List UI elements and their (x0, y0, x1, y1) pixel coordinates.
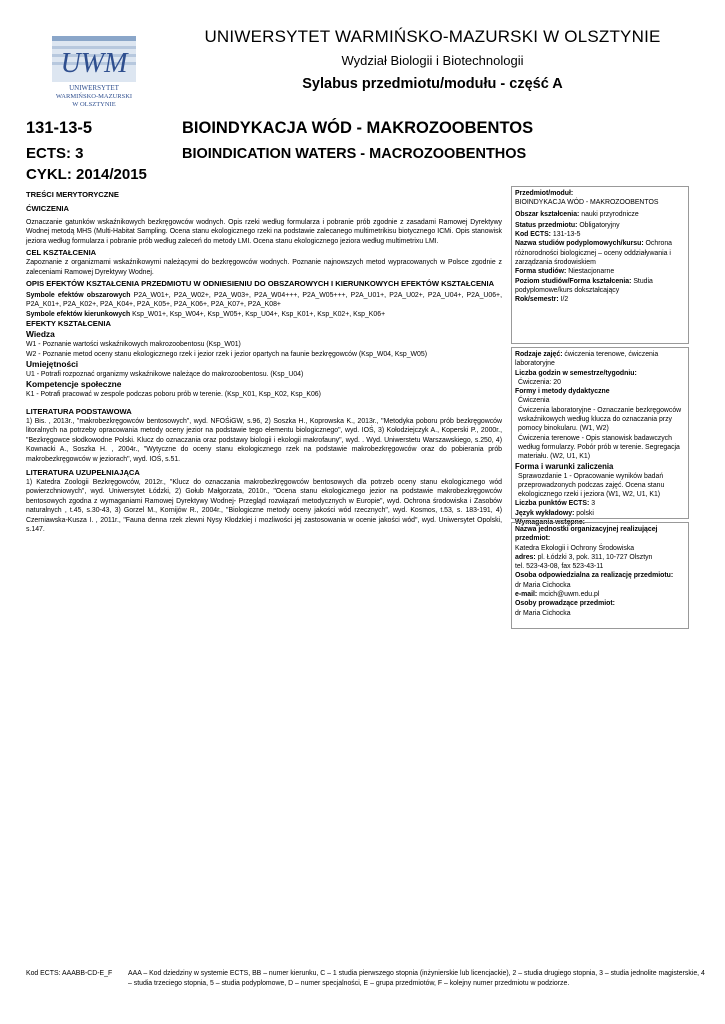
formy-label: Formy i metody dydaktyczne (515, 388, 610, 396)
zaliczenie-label: Forma i warunki zaliczenia (515, 461, 614, 471)
section-heading-lit-uzup: LITERATURA UZUPEŁNIAJĄCA (26, 467, 140, 477)
liczba-label: Liczba godzin w semestrze/tygodniu: (515, 369, 637, 377)
jednostka-label: Nazwa jednostki organizacyjnej realizującej przedmiot: (515, 526, 658, 543)
obszar-row: Obszar kształcenia: nauki przyrodnicze (515, 210, 639, 218)
forma-row: Forma studiów: Niestacjonarne (515, 268, 615, 276)
section-heading-lit-podst: LITERATURA PODSTAWOWA (26, 406, 132, 416)
formy-item-2: Ćwiczenia laboratoryjne - Oznaczanie bezkręgowców wskaźnikowych według klucza do oznaczania przy pomocy binokularu. (W1, W2) (518, 406, 682, 433)
heading-kompetencje: Kompetencje społeczne (26, 379, 122, 390)
info-box-classes (511, 347, 689, 527)
email-row: e-mail: mcich@uwm.edu.pl (515, 591, 600, 599)
adres-row: adres: pl. Łódzki 3, pok. 311, 10-727 Olsztyn (515, 553, 653, 561)
przedmiot-value: BIOINDYKACJA WÓD - MAKROZOOBENTOS (515, 199, 659, 207)
efekt-w2: W2 - Poznanie metod oceny stanu ekologicznego rzek i jezior rzek i jezior opartych na faunie bezkręgowców (Ksp_W04, Ksp_W05) (26, 350, 427, 358)
prowadzacy-label: Osoby prowadzące przedmiot: (515, 600, 615, 608)
jednostka-value: Katedra Ekologii i Ochrony Środowiska (515, 544, 635, 552)
info-box-unit (511, 522, 689, 629)
main-content (26, 190, 502, 534)
uwm-logo-icon (46, 32, 142, 112)
nazwa-row: Nazwa studiów podyplomowych/kursu: Ochrona różnorodności biologicznej – oceny oddziaływania i zarządzania środowiskiem (515, 240, 672, 267)
svg-text:WARMIŃSKO-MAZURSKI: WARMIŃSKO-MAZURSKI (55, 93, 133, 100)
status-row: Status przedmiotu: Obligatoryjny (515, 221, 620, 229)
section-heading-cwiczenia: ĆWICZENIA (26, 204, 70, 213)
osoba-label: Osoba odpowiedzialna za realizację przedmiotu: (515, 572, 674, 580)
svg-text:W OLSZTYNIE: W OLSZTYNIE (72, 101, 116, 108)
university-logo (46, 32, 142, 112)
footer-legend: AAA – Kod dziedziny w systemie ECTS, BB – numer kierunku, C – 1 studia pierwszego stopnia (inżynierskie lub licencjackie), 2 – studia drugiego stopnia, 3 – studia jednolite magisterskie, 4 – studia trzeciego stopnia, 5 – studia podyplomowe, D – numer specjalności, E – grupa przedmiotów, F – kolejny numer przedmiotu w podziorze. (128, 970, 705, 987)
wymagania-row: Wymagania wstępne: (515, 519, 585, 527)
cel-text: Zapoznanie z organizmami wskaźnikowymi należącymi do bezkręgowców wodnych. Poznanie najnowszych metod wypracowanych w Polsce zgodnie z zaleceniami Ramowej Dyrektywy Wodnej. (26, 259, 502, 276)
literatura-podstawowa: 1) Bis. , 2013r., "makrobezkręgowców bentosowych", wyd. NFOŚiGW, s.96, 2) Soszka H., Koprowska K., 2013r., "Metodyka poboru prób bezkręgowców litoralnych na potrzeby opracowania metody oceny jezior na podstawie tego elementu biologicznego", wyd. IOŚ, 3) Kołodziejczyk A., Koperski P., 2000r., "Bezkręgowce słodkowodne Polski. Klucz do oznaczania oraz podstawy biologii i ekologii makrofauny", wyd. . Wyd. Uniwerstetu Warszawskiego, s.250, 4) Kownacki A., Soszka H. , 2004r., "Wytyczne do oceny stanu ekologicznego rzek na podstawie makrobezkręgowców oraz do pobierania prób makrobezkręgowców w jeziorach", wyd. IOŚ, s.51. (26, 417, 502, 463)
rodzaje-row: Rodzaje zajęć: ćwiczenia terenowe, ćwiczenia laboratoryjne (515, 351, 659, 368)
rok-row: Rok/semestr: I/2 (515, 296, 569, 304)
efekt-k1: K1 - Potrafi pracować w zespole podczas poboru prób w terenie. (Ksp_K01, Ksp_K02, Ksp_K06) (26, 391, 321, 399)
symbole-kierunkowe: Symbole efektów kierunkowych Ksp_W01+, Ksp_W04+, Ksp_W05+, Ksp_U04+, Ksp_K01+, Ksp_K02+, Ksp_K06+ (26, 310, 386, 318)
osoba-value: dr Maria Cichocka (515, 581, 571, 589)
prowadzacy-value: dr Maria Cichocka (515, 609, 571, 617)
przedmiot-label: Przedmiot/moduł: (515, 190, 574, 197)
course-ects: ECTS: 3 (26, 145, 84, 162)
jezyk-row: Język wykładowy: polski (515, 509, 594, 517)
svg-text:UWM: UWM (60, 48, 128, 79)
course-cycle: CYKL: 2014/2015 (26, 166, 147, 183)
footer-kod: Kod ECTS: AAABB-CD-E_F (26, 970, 113, 977)
efekt-w1: W1 - Poznanie wartości wskaźnikowych makrozoobentosu (Ksp_W01) (26, 341, 241, 349)
efekt-u1: U1 - Potrafi rozpoznać organizmy wskaźnikowe należące do makrozoobentosu. (Ksp_U04) (26, 371, 304, 379)
heading-umiejetnosci: Umiejętności (26, 359, 79, 370)
poziom-row: Poziom studiów/Forma kształcenia: Studia podyplomowe/kurs dokształcający (515, 277, 653, 294)
syllabus-title: Sylabus przedmiotu/modułu - część A (302, 76, 563, 92)
info-box-course (511, 186, 689, 344)
symbole-obszarowe: Symbole efektów obszarowych P2A_W01+, P2A_W02+, P2A_W03+, P2A_W04+++, P2A_W05+++, P2A_U01+, P2A_U02+, P2A_U04+, P2A_U06+, P2A_K01+, P2A_K02+, P2A_K04+, P2A_K05+, P2A_K06+, P2A_K07+, P2A_K08+ (26, 292, 502, 309)
heading-wiedza: Wiedza (26, 329, 55, 340)
section-heading-opis: OPIS EFEKTÓW KSZTAŁCENIA PRZEDMIOTU W ODNIESIENIU DO OBSZAROWYCH I KIERUNKOWYCH EFEKTÓW KSZTAŁCENIA (26, 279, 495, 289)
faculty-name: Wydział Biologii i Biotechnologii (341, 53, 524, 68)
course-code: 131-13-5 (26, 119, 93, 137)
telefon: tel. 523-43-08, fax 523-43-11 (515, 563, 604, 571)
university-name: UNIWERSYTET WARMIŃSKO-MAZURSKI W OLSZTYNIE (204, 27, 661, 46)
section-heading-efekty: EFEKTY KSZTAŁCENIA (26, 319, 111, 329)
formy-item-1: Ćwiczenia (518, 397, 550, 405)
ects-row: Liczba punktów ECTS: 3 (515, 500, 596, 508)
section-heading-tresci: TREŚCI MERYTORYCZNE (26, 190, 119, 199)
course-title-en: BIOINDICATION WATERS - MACROZOOBENTHOS (182, 146, 527, 162)
literatura-uzupelniajaca: 1) Katedra Zoologii Bezkręgowców, 2012r., "Klucz do oznaczania makrobezkręgowców bentosowych dla potrzeb oceny stanu ekologicznego wód powierzchniowych", wyd. Uniwersytet Łódzki, 2) Gołub Małgorzata, 2010r., "Ocena stanu ekologicznego jezior na podstawie makrobezkręgowców bentosowych zgodna z wymaganiami Ramowej Dyrektywy Wodnej- Przegląd rozwiązań metodycznych w Europie", wyd. Ochrona środowiska i Zasobów naturalnych , t.45, s.30-43, 3) Gorzel M., Kornijów R., 2004r., "Biologiczne metody oceny jakości wód rzecznych", wyd. Kosmos, t.53, s. 183-191, 4) Czerniawska-Kusza I. , 2011r., "Fauna denna rzek zlewni Nysy Kłodzkiej i mozliwości jej zastosowania w ocenie jakości wód", wyd. Uniwersytet Opolski, s.147. (26, 478, 502, 533)
cwiczenia-text: Oznaczanie gatunków wskaźnikowych bezkręgowców wodnych. Opis rzeki według formularza i pobranie prób zgodnie z zasadami Ramowej Dyrektywy Wodnej metodą MHS (Multi-Habitat Sampling. Ocena stanu ekologicznego rzeki na podstawie zalecanego multimetrikisu biotycznego ICMi. Opis stanowisk jeziora według formularza i pobranie prób według zaleceń do metody LMI. Ocena stanu ekologicznego jeziora według multimetrixu LMI. (26, 219, 502, 245)
zaliczenie-value: Sprawozdanie 1 - Opracowanie wyników badań przeprowadzonych podczas zajęć. Ocena stanu ekologicznego rzeki i jeziora (W1, W2, U1, K1) (518, 472, 665, 499)
kod-row: Kod ECTS: 131-13-5 (515, 231, 581, 239)
liczba-value: Ćwiczenia: 20 (518, 378, 561, 386)
section-heading-cel: CEL KSZTAŁCENIA (26, 248, 97, 258)
course-title-pl: BIOINDYKACJA WÓD - MAKROZOOBENTOS (182, 119, 534, 137)
formy-item-3: Ćwiczenia terenowe - Opis stanowisk badawczych według formularzy. Pobór prób w terenie. Segregacja materiału. (W2, U1, K1) (518, 434, 680, 461)
svg-text:UNIWERSYTET: UNIWERSYTET (69, 84, 119, 92)
